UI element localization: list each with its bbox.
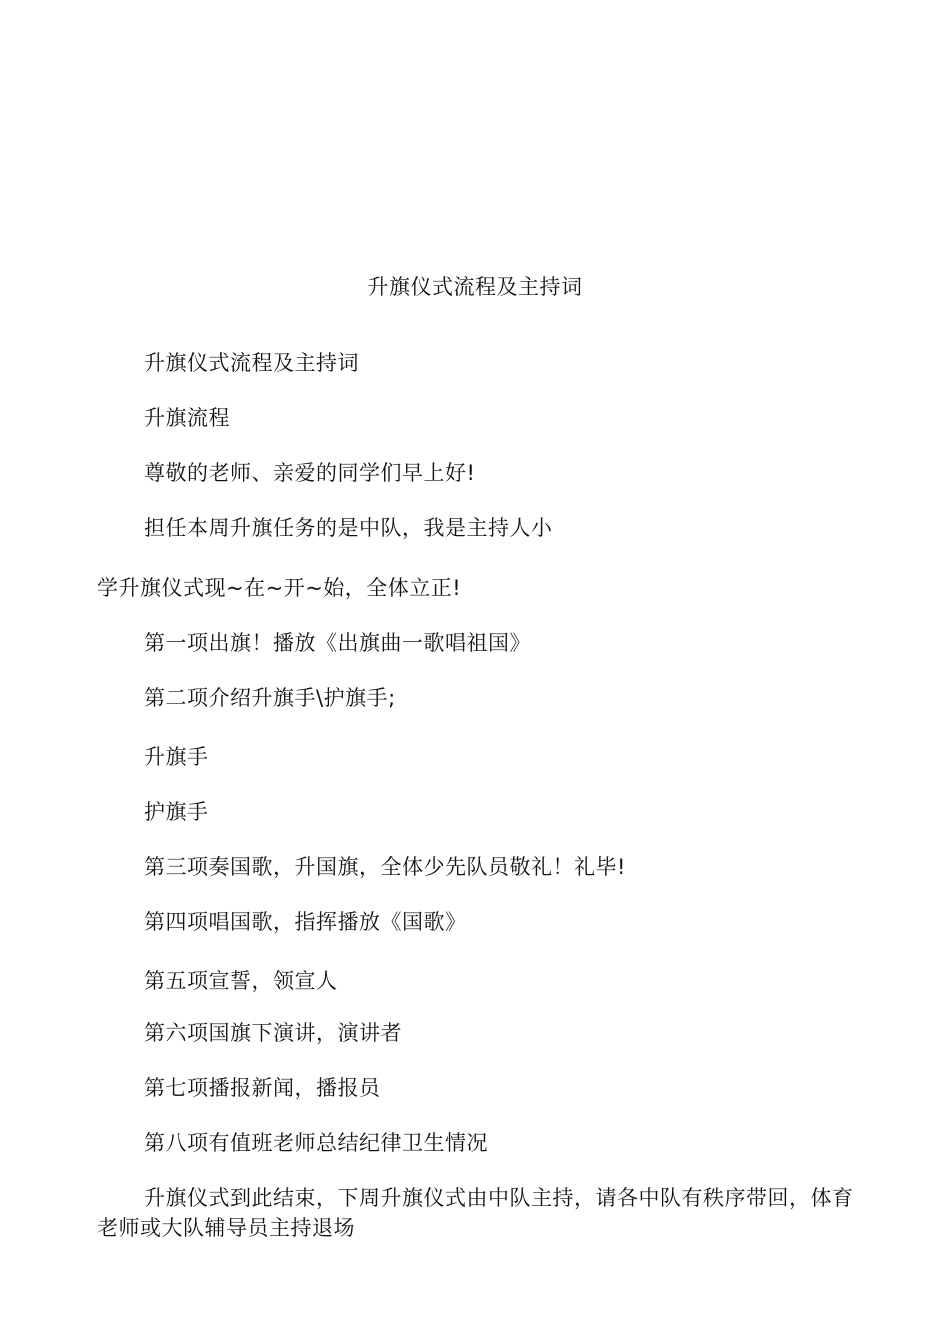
closing-paragraph: 升旗仪式到此结束，下周升旗仪式由中队主持，请各中队有秩序带回，体育老师或大队辅导员主持退场 xyxy=(97,1186,854,1240)
step-7-line: 第七项播报新闻，播报员 xyxy=(144,1076,381,1100)
step-6-line: 第六项国旗下演讲，演讲者 xyxy=(144,1021,402,1045)
step-3-line: 第三项奏国歌，升国旗，全体少先队员敬礼！礼毕! xyxy=(144,855,626,879)
host-intro-line: 担任本周升旗任务的是中队，我是主持人小 xyxy=(144,516,553,540)
step-4-line: 第四项唱国歌，指挥播放《国歌》 xyxy=(144,910,467,934)
section-heading: 升旗流程 xyxy=(144,406,230,430)
subtitle-line: 升旗仪式流程及主持词 xyxy=(144,351,359,375)
document-title: 升旗仪式流程及主持词 xyxy=(367,275,583,299)
flag-raiser-line: 升旗手 xyxy=(144,745,209,769)
step-1-line: 第一项出旗！播放《出旗曲一歌唱祖国》 xyxy=(144,631,531,655)
flag-guard-line: 护旗手 xyxy=(144,800,209,824)
step-5-line: 第五项宣誓，领宣人 xyxy=(144,969,338,993)
step-2-line: 第二项介绍升旗手\护旗手; xyxy=(144,686,396,710)
step-8-line: 第八项有值班老师总结纪律卫生情况 xyxy=(144,1131,488,1155)
ceremony-start-line: 学升旗仪式现~在~开~始，全体立正! xyxy=(97,576,462,600)
greeting-line: 尊敬的老师、亲爱的同学们早上好! xyxy=(144,461,476,485)
